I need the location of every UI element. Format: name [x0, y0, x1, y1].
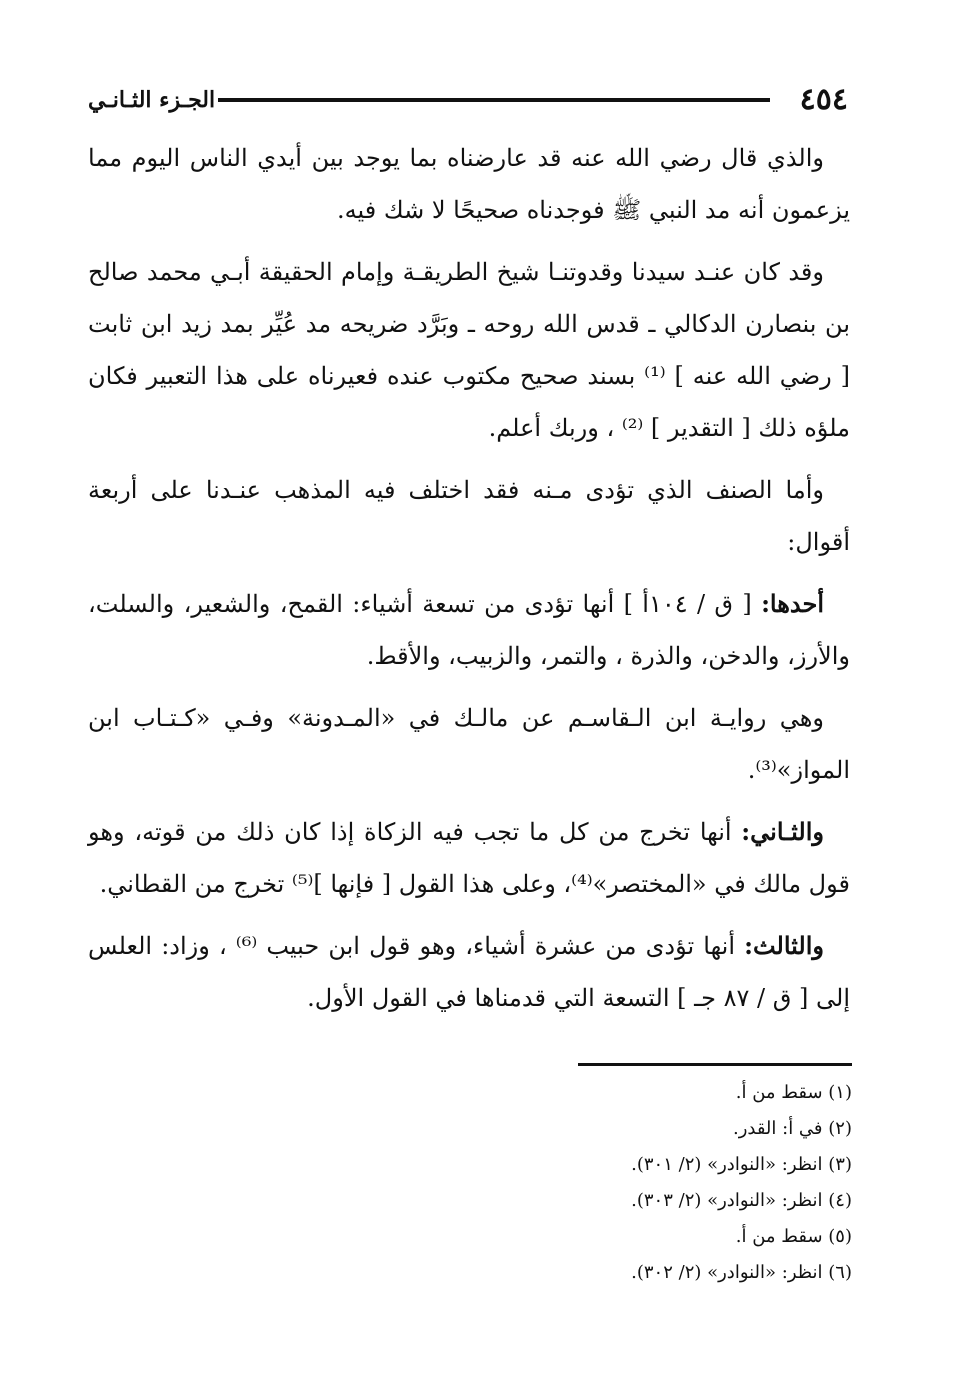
- paragraph-text: والذي قال رضي الله عنه قد عارضناه بما يوجد بين أيدي الناس اليوم مما يزعمون أنه مد النبي ﷺ فوجدناه صحيحًا لا شك فيه.: [88, 144, 850, 224]
- paragraph-3: [88, 464, 850, 568]
- paragraph-lead: والثالث:: [744, 931, 824, 960]
- paragraph-4: [88, 578, 850, 682]
- running-title: الجـزء الثـانـي: [88, 87, 216, 113]
- paragraph-5: [88, 692, 850, 796]
- footnote-3: (٣) انظر: «النوادر» (٢/ ٣٠١).: [631, 1154, 852, 1175]
- footnote-4: (٤) انظر: «النوادر» (٢/ ٣٠٣).: [631, 1190, 852, 1211]
- footnotes: [300, 1075, 852, 1291]
- header-rule: [218, 98, 770, 102]
- paragraph-7: [88, 920, 850, 1024]
- page-header: [88, 78, 848, 122]
- footnote-5: (٥) سقط من أ.: [735, 1226, 852, 1247]
- footnote-2: (٢) في أ: القدر.: [732, 1118, 852, 1139]
- footnote-6: (٦) انظر: «النوادر» (٢/ ٣٠٢).: [631, 1262, 852, 1283]
- paragraph-2: [88, 246, 850, 454]
- paragraph-1: [88, 132, 850, 236]
- paragraph-text: أنها تخرج من كل ما تجب فيه الزكاة إذا كان ذلك من قوته، وهو قول مالك في «المختصر»⁽⁴⁾، وعلى هذا القول [ فإنها ]⁽⁵⁾ تخرج من القطاني.: [88, 818, 850, 898]
- paragraph-lead: والثـاني:: [741, 817, 824, 846]
- paragraph-6: [88, 806, 850, 910]
- page-number: ٤٥٤: [799, 82, 848, 117]
- footnote-separator: [578, 1063, 852, 1066]
- paragraph-text: وهي روايـة ابن الـقاسـم عن مالـك في «المـدونة» وفـي «كـتـاب ابن المواز»⁽³⁾.: [88, 704, 850, 784]
- paragraph-text: وأما الصنف الذي تؤدى مـنه فقد اختلف فيه المذهب عنـدنا على أربعة أقوال:: [88, 476, 850, 556]
- paragraph-text: [ ق / ١٠٤أ ] أنها تؤدى من تسعة أشياء: القمح، والشعير، والسلت، والأرز، والدخن، والذرة ، والتمر، والزبيب، والأقط.: [88, 590, 850, 670]
- paragraph-text: أنها تؤدى من عشرة أشياء، وهو قول ابن حبيب ⁽⁶⁾ ، وزاد: العلس إلى [ ق / ٨٧ جـ ] التسعة التي قدمناها في القول الأول.: [88, 932, 850, 1012]
- paragraph-text: وقد كان عنـد سيدنا وقدوتنـا شيخ الطريقـة وإمام الحقيقة أبـي محمد صالح بن بنصارن الدكالي ـ قدس الله روحه ـ وبَرَّد ضريحه مد عُيِّر بمد زيد ابن ثابت [ رضي الله عنه ] ⁽¹⁾ بسند صحيح مكتوب عنده فعيرناه على هذا التعبير فكان ملؤه ذلك [ التقدير ] ⁽²⁾ ، وربك أعلم.: [88, 258, 851, 442]
- main-text: [88, 132, 850, 1034]
- paragraph-lead: أحدها:: [761, 589, 824, 618]
- footnote-1: (١) سقط من أ.: [735, 1082, 852, 1103]
